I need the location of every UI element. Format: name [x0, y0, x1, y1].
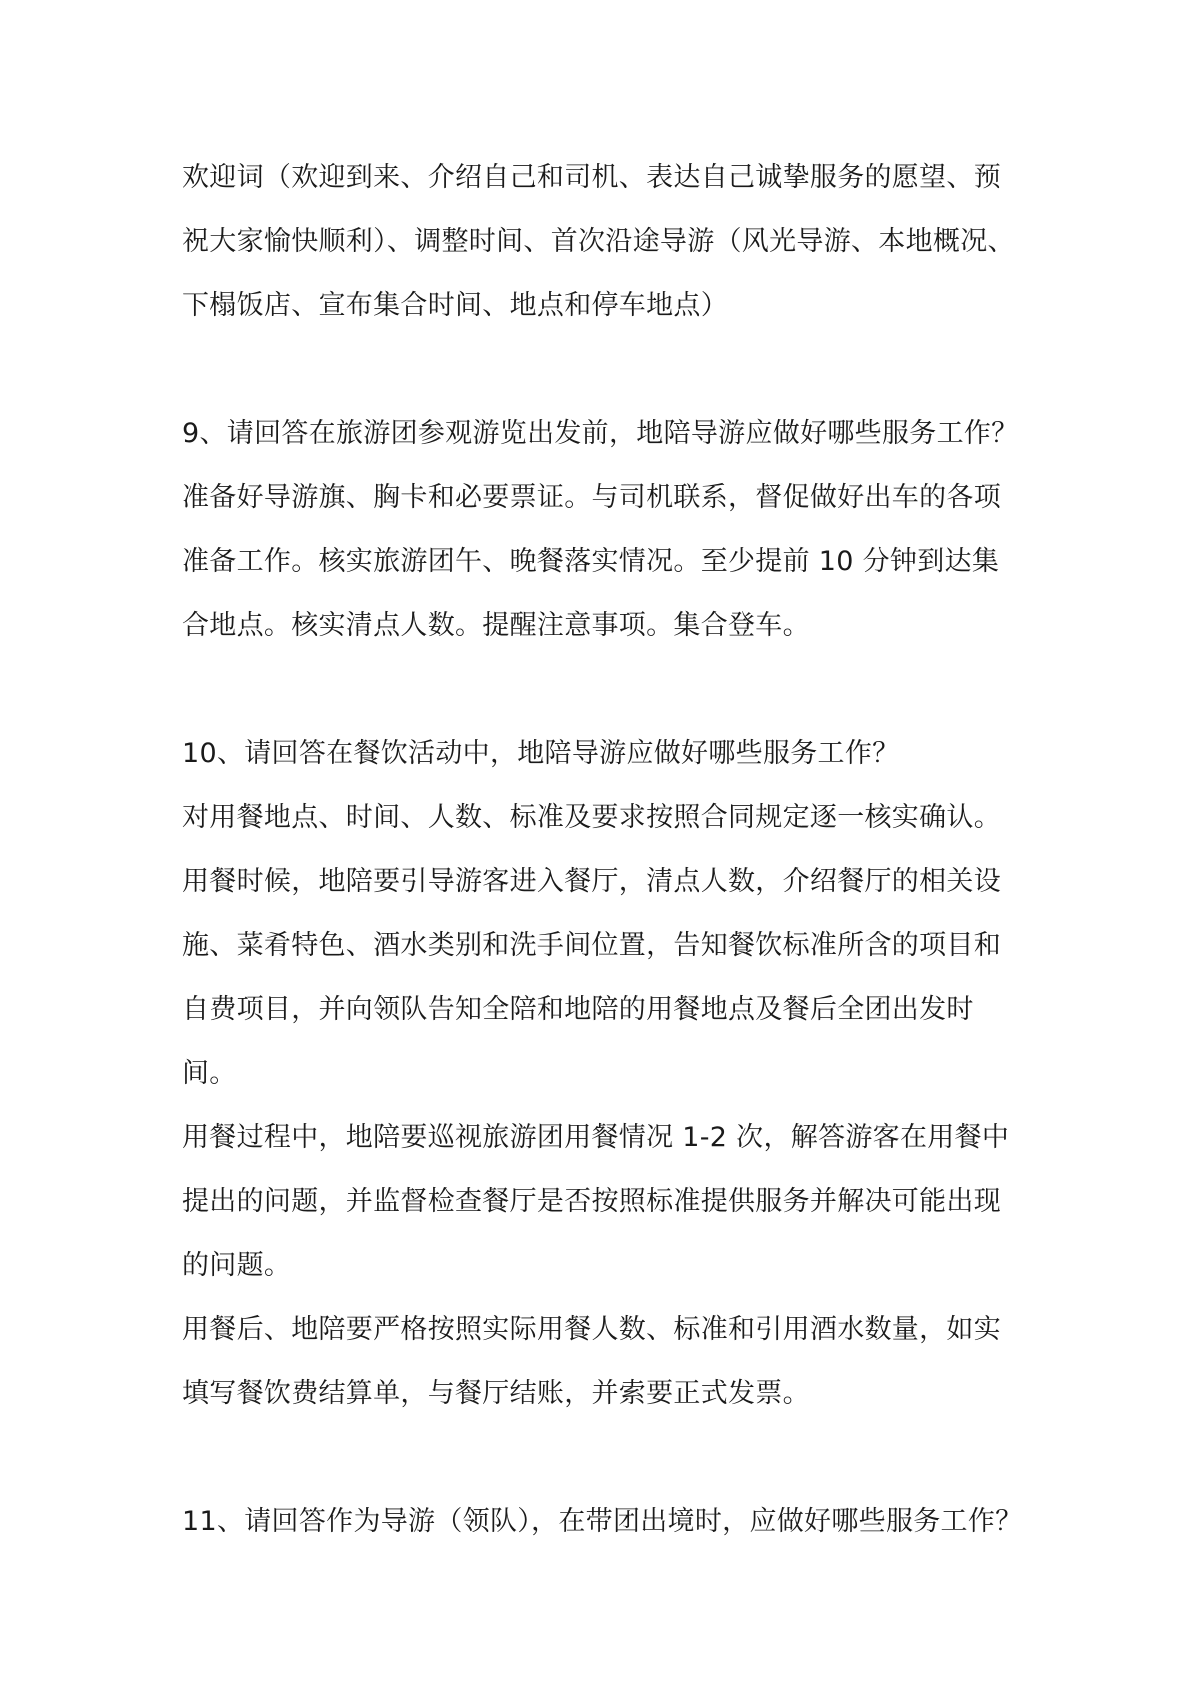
document-page — [182, 146, 1032, 1554]
text-line: 下榻饭店、宣布集合时间、地点和停车地点） — [182, 290, 728, 321]
answer-line: 提出的问题，并监督检查餐厅是否按照标准提供服务并解决可能出现 — [182, 1186, 1001, 1217]
question-heading: 10、请回答在餐饮活动中，地陪导游应做好哪些服务工作？ — [182, 738, 900, 769]
answer-line: 准备好导游旗、胸卡和必要票证。与司机联系，督促做好出车的各项 — [182, 482, 1001, 513]
paragraph-spacer — [182, 1426, 1032, 1490]
paragraph-spacer — [182, 338, 1032, 402]
text-line: 祝大家愉快顺利）、调整时间、首次沿途导游（风光导游、本地概况、 — [182, 226, 1015, 257]
question-11 — [182, 1490, 1032, 1554]
question-heading: 11、请回答作为导游（领队），在带团出境时，应做好哪些服务工作？ — [182, 1506, 1023, 1537]
question-heading: 9、请回答在旅游团参观游览出发前，地陪导游应做好哪些服务工作？ — [182, 418, 1019, 449]
question-9 — [182, 402, 1032, 658]
answer-line: 填写餐饮费结算单，与餐厅结账，并索要正式发票。 — [182, 1378, 810, 1409]
paragraph-spacer — [182, 658, 1032, 722]
answer-line: 对用餐地点、时间、人数、标准及要求按照合同规定逐一核实确认。 — [182, 802, 1001, 833]
answer-line: 用餐过程中，地陪要巡视旅游团用餐情况 1-2 次，解答游客在用餐中 — [182, 1122, 1010, 1153]
answer-line: 施、菜肴特色、酒水类别和洗手间位置，告知餐饮标准所含的项目和 — [182, 930, 1001, 961]
intro-paragraph — [182, 146, 1032, 338]
question-10 — [182, 722, 1032, 1426]
text-line: 欢迎词（欢迎到来、介绍自己和司机、表达自己诚挚服务的愿望、预 — [182, 162, 1001, 193]
answer-line: 合地点。核实清点人数。提醒注意事项。集合登车。 — [182, 610, 810, 641]
answer-line: 的问题。 — [182, 1250, 292, 1281]
answer-line: 准备工作。核实旅游团午、晚餐落实情况。至少提前 10 分钟到达集 — [182, 546, 1000, 577]
answer-line: 用餐时候，地陪要引导游客进入餐厅，清点人数，介绍餐厅的相关设 — [182, 866, 1001, 897]
answer-line: 自费项目，并向领队告知全陪和地陪的用餐地点及餐后全团出发时 — [182, 994, 974, 1025]
answer-line: 用餐后、地陪要严格按照实际用餐人数、标准和引用酒水数量，如实 — [182, 1314, 1001, 1345]
answer-line: 间。 — [182, 1058, 237, 1089]
